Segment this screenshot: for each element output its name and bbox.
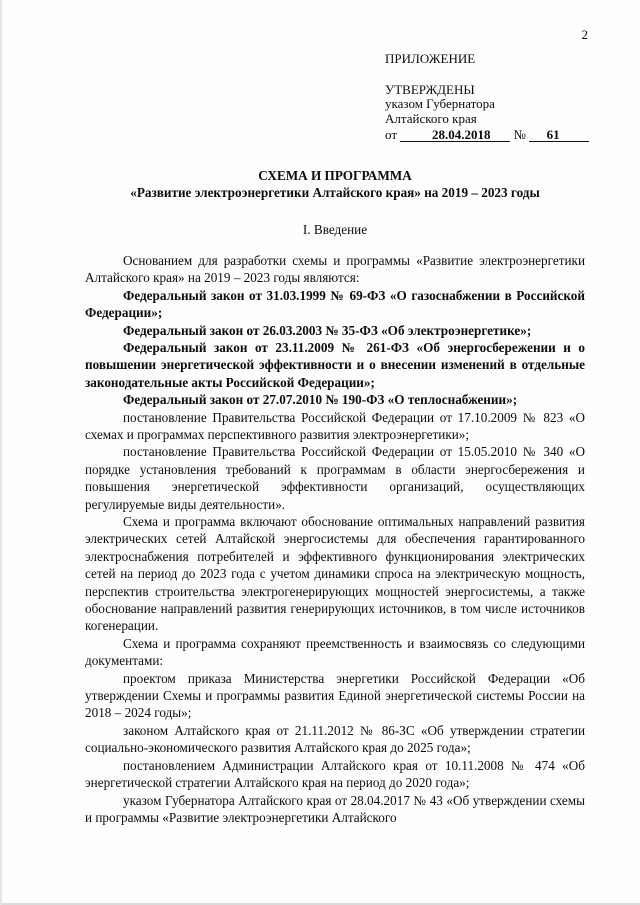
date-number-line <box>385 128 585 143</box>
paragraph: Федеральный закон от 26.03.2003 № 35-ФЗ «Об электроэнергетике»; <box>123 322 532 338</box>
paragraph: Схема и программа включают обоснование оптимальных направлений развития электрических сетей Алтайской энергосистемы для обеспечения гарантированного электроснабжения потребителей и эффективного функционирования электрических сетей на период до 2023 года с учетом динамики спроса на электрическую мощность, перспектив строительства электрогенерирующих мощностей энергосистемы, а также обоснование направлений развития генерирующих источников, в том числе источников когенерации. <box>85 514 585 634</box>
section-title: I. Введение <box>302 221 368 237</box>
approval-number: 61 <box>529 128 589 142</box>
paragraph: указом Губернатора Алтайского края от 28.04.2017 № 43 «Об утверждении схемы и программы «Развитие электроэнергетики Алтайского <box>85 792 585 825</box>
approved-by-line2: Алтайского края <box>385 110 477 126</box>
paragraph: Основанием для разработки схемы и программы «Развитие электроэнергетики Алтайского края» на 2019 – 2023 годы являются: <box>85 252 585 286</box>
appendix-label: ПРИЛОЖЕНИЕ <box>385 51 476 66</box>
paragraph: постановление Правительства Российской Федерации от 17.10.2009 № 823 «О схемах и программах перспективного развития электроэнергетики»; <box>85 409 585 442</box>
paragraph: Федеральный закон от 27.07.2010 № 190-ФЗ «О теплоснабжении»; <box>123 392 518 408</box>
page-number: 2 <box>581 27 588 42</box>
document-title-line2: «Развитие электроэнергетики Алтайского края» на 2019 – 2023 годы <box>130 184 540 200</box>
paragraph: Федеральный закон от 23.11.2009 № 261-ФЗ «Об энергосбережении и о повышении энергетической эффективности и о внесении изменений в отдельные законодательные акты Российской Федерации»; <box>85 339 585 390</box>
document-title-line1: СХЕМА И ПРОГРАММА <box>258 167 412 183</box>
from-label: от <box>385 127 398 142</box>
approval-block <box>385 52 585 143</box>
number-sign: № <box>513 127 526 142</box>
approved-label: УТВЕРЖДЕНЫ <box>385 81 475 97</box>
document-body <box>85 252 585 826</box>
paragraph: Схема и программа сохраняют преемственность и взаимосвязь со следующими документами: <box>85 635 585 669</box>
document-title <box>85 167 585 201</box>
paragraph: законом Алтайского края от 21.11.2012 № 86-ЗС «Об утверждении стратегии социально-экономического развития Алтайского края до 2025 года»; <box>85 722 585 756</box>
approved-by-line1: указом Губернатора <box>385 96 495 111</box>
approval-date: 28.04.2018 <box>400 128 510 142</box>
paragraph: Федеральный закон от 31.03.1999 № 69-ФЗ «О газоснабжении в Российской Федерации»; <box>85 287 585 321</box>
paragraph: постановление Правительства Российской Федерации от 15.05.2010 № 340 «О порядке установления требований к программам в области энергосбережения и повышения энергетической эффективности организаций, осуществляющих регулируемые виды деятельности». <box>85 444 585 512</box>
paragraph: постановлением Администрации Алтайского края от 10.11.2008 № 474 «Об энергетической стратегии Алтайского края на период до 2020 года»; <box>85 757 585 791</box>
paragraph: проектом приказа Министерства энергетики Российской Федерации «Об утверждении Схемы и программы развития Единой энергетической системы России на 2018 – 2024 годы»; <box>85 670 585 721</box>
